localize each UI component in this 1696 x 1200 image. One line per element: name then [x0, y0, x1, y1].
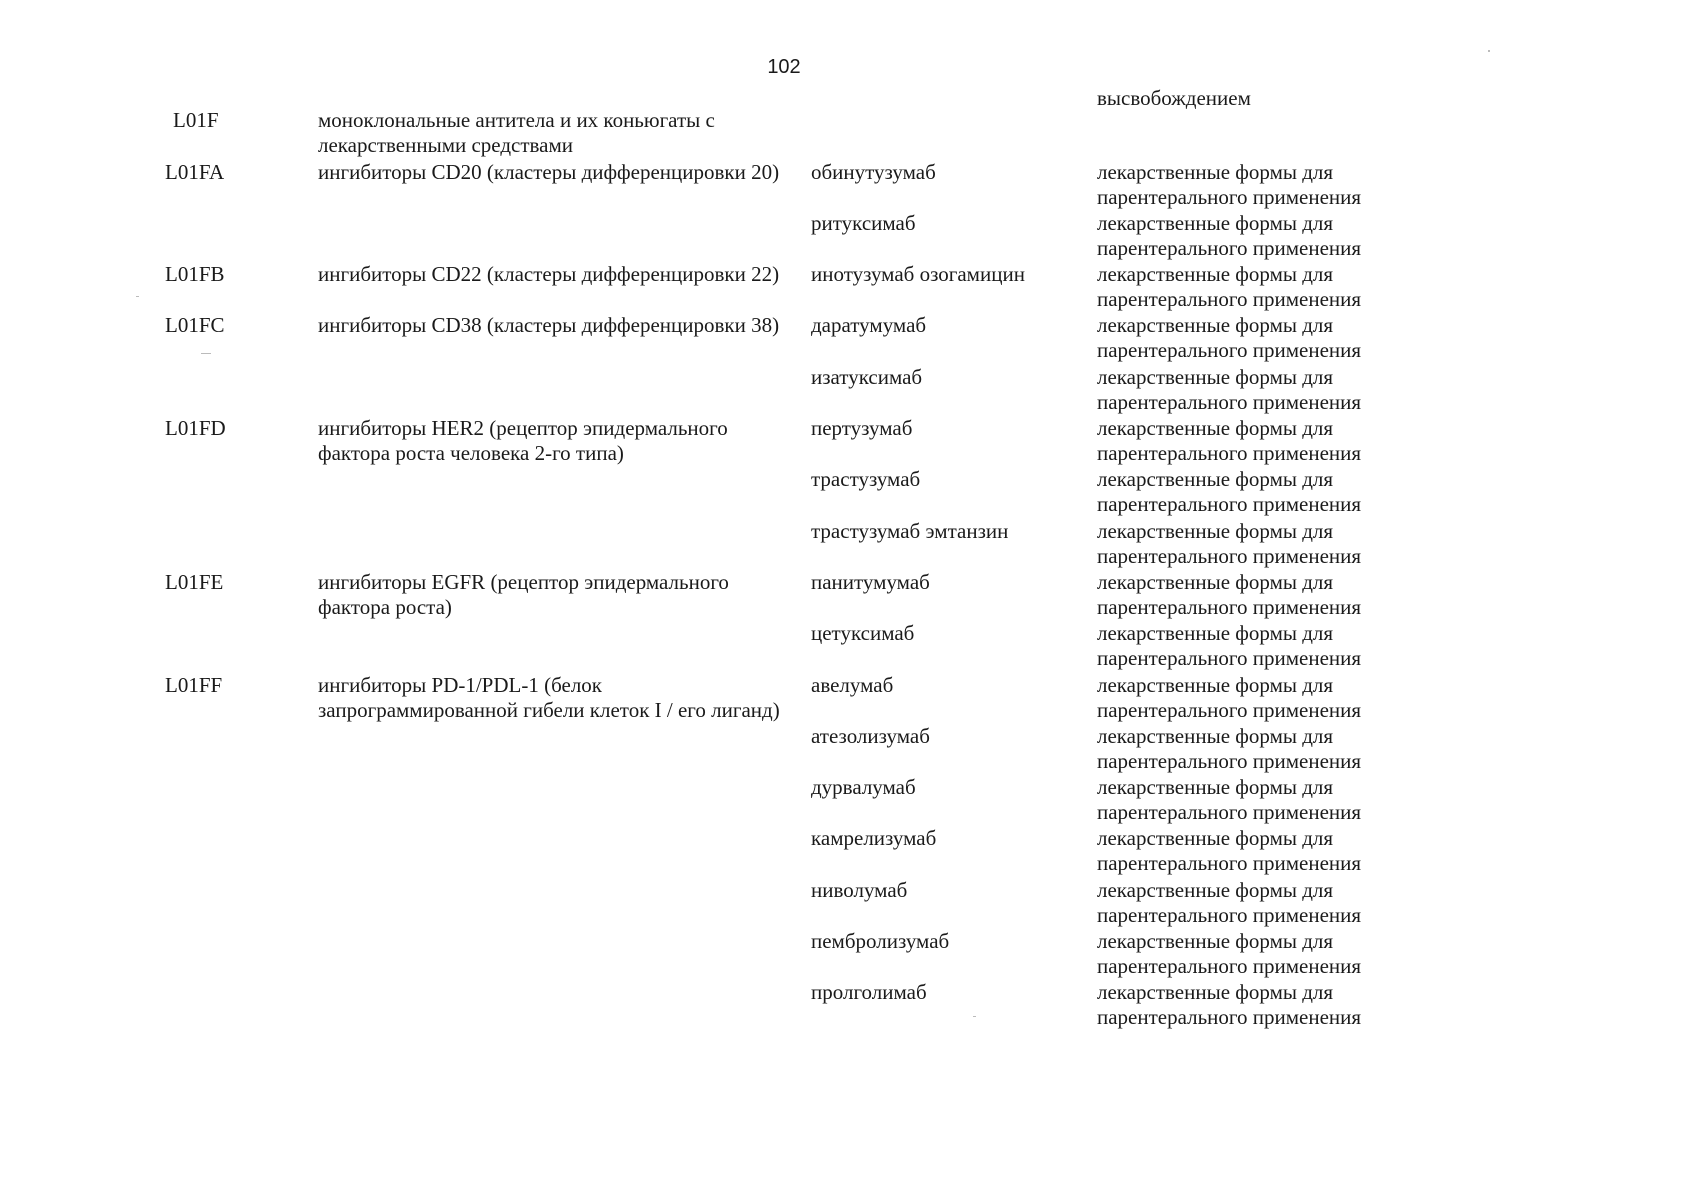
group-name: ингибиторы HER2 (рецептор эпидермального фактора роста человека 2-го типа) — [318, 416, 728, 465]
dosage-form: лекарственные формы для парентерального применения — [1097, 364, 1362, 414]
drug-name: атезолизумаб — [811, 723, 930, 748]
group-name: моноклональные антитела и их коньюгаты с лекарственными средствами — [318, 108, 715, 157]
group-name: ингибиторы EGFR (рецептор эпидермального фактора роста) — [318, 569, 729, 619]
drug-name: обинутузумаб — [811, 159, 936, 184]
dosage-form: лекарственные формы для парентерального применения — [1097, 775, 1362, 825]
atc-code: L01FF — [165, 672, 223, 697]
carryover-text: высвобождением — [1097, 86, 1251, 110]
drug-name: трастузумаб эмтанзин — [811, 518, 1009, 543]
scan-speck — [136, 296, 139, 297]
drug-name: даратумумаб — [811, 313, 927, 338]
drug-name: пертузумаб — [811, 416, 913, 440]
dosage-form: лекарственные формы для парентерального применения — [1097, 980, 1362, 1030]
drug-name: пембролизумаб — [811, 929, 950, 953]
drug-name: ритуксимаб — [811, 210, 916, 235]
drug-name: цетуксимаб — [811, 621, 915, 646]
dosage-form: лекарственные формы для парентерального применения — [1097, 929, 1362, 978]
scan-speck — [1488, 50, 1490, 52]
group-name: ингибиторы CD20 (кластеры дифференцировки 20) — [318, 159, 780, 184]
drug-name: ниволумаб — [811, 877, 908, 902]
page-number: 102 — [767, 56, 801, 78]
dosage-form: лекарственные формы для парентерального применения — [1097, 416, 1362, 465]
scan-speck — [973, 1016, 976, 1017]
atc-code: L01FE — [165, 569, 224, 594]
scan-speck — [201, 353, 211, 354]
group-name: ингибиторы CD22 (кластеры дифференцировки 22) — [318, 262, 780, 287]
drug-name: изатуксимаб — [811, 364, 923, 389]
drug-name: трастузумаб — [811, 467, 921, 492]
dosage-form: лекарственные формы для парентерального применения — [1097, 672, 1362, 722]
dosage-form: лекарственные формы для парентерального применения — [1097, 877, 1362, 927]
drug-name: камрелизумаб — [811, 826, 937, 851]
dosage-form: лекарственные формы для парентерального применения — [1097, 467, 1362, 517]
atc-code: L01FB — [165, 262, 225, 287]
atc-code: L01FC — [165, 313, 225, 338]
dosage-form: лекарственные формы для парентерального применения — [1097, 262, 1362, 312]
drug-name: панитумумаб — [811, 569, 930, 594]
group-name: ингибиторы PD-1/PDL-1 (белок запрограммированной гибели клеток I / его лиганд) — [318, 672, 780, 722]
dosage-form: лекарственные формы для парентерального применения — [1097, 518, 1362, 568]
dosage-form: лекарственные формы для парентерального применения — [1097, 621, 1362, 671]
atc-code: L01F — [173, 108, 219, 132]
atc-code: L01FA — [165, 159, 225, 184]
drug-name: авелумаб — [811, 672, 894, 697]
dosage-form: лекарственные формы для парентерального применения — [1097, 159, 1362, 209]
dosage-form: лекарственные формы для парентерального применения — [1097, 826, 1362, 876]
atc-code: L01FD — [165, 416, 226, 440]
drug-name: инотузумаб озогамицин — [811, 262, 1025, 287]
group-name: ингибиторы CD38 (кластеры дифференцировки 38) — [318, 313, 780, 338]
dosage-form: лекарственные формы для парентерального применения — [1097, 210, 1362, 260]
dosage-form: лекарственные формы для парентерального применения — [1097, 569, 1362, 619]
dosage-form: лекарственные формы для парентерального применения — [1097, 313, 1362, 363]
dosage-form: лекарственные формы для парентерального применения — [1097, 723, 1362, 773]
drug-name: дурвалумаб — [811, 775, 916, 800]
drug-name: пролголимаб — [811, 980, 927, 1005]
